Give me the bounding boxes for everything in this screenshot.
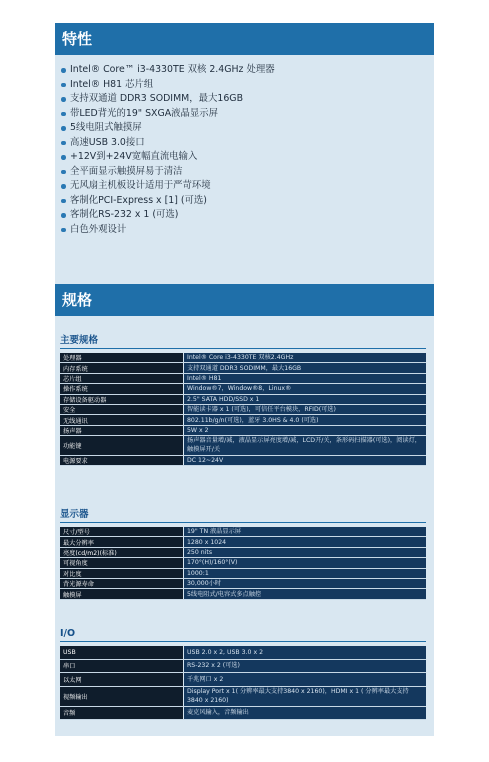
feature-item xyxy=(60,179,430,194)
bullet-icon xyxy=(61,184,66,189)
feature-item xyxy=(60,208,430,223)
spec-label: 无线通讯 xyxy=(60,415,183,424)
feature-text: 客制化RS-232 x 1 (可选) xyxy=(70,209,179,220)
spec-label: 尺寸/型号 xyxy=(60,527,183,536)
spec-label: 操作系统 xyxy=(60,384,183,393)
spec-row xyxy=(60,687,426,707)
spec-table xyxy=(60,646,426,720)
spec-value: 1000:1 xyxy=(184,569,426,578)
spec-value: 支持双通道 DDR3 SODIMM，最大16GB xyxy=(184,363,426,372)
spec-table xyxy=(60,353,426,466)
bullet-icon xyxy=(61,155,66,160)
spec-row xyxy=(60,660,426,674)
spec-value: 5线电阻式/电容式多点触控 xyxy=(184,589,426,598)
feature-item xyxy=(60,121,430,136)
bullet-icon xyxy=(61,97,66,102)
spec-value: 千兆网口 x 2 xyxy=(184,673,426,686)
spec-value: 5W x 2 xyxy=(184,426,426,435)
spec-row xyxy=(60,415,426,425)
feature-text: 白色外观设计 xyxy=(70,223,127,235)
spec-row xyxy=(60,707,426,721)
bullet-icon xyxy=(61,213,66,218)
bullet-icon xyxy=(61,68,66,73)
spec-value: Window®7，Window®8，Linux® xyxy=(184,384,426,393)
spec-value: 250 nits xyxy=(184,548,426,557)
spec-row xyxy=(60,537,426,547)
feature-item xyxy=(60,78,430,93)
bullet-icon xyxy=(61,126,66,131)
feature-item xyxy=(60,150,430,165)
spec-value: 170°(H)/160°(V) xyxy=(184,558,426,567)
spec-label: 对比度 xyxy=(60,569,183,578)
spec-row xyxy=(60,456,426,466)
spec-row xyxy=(60,426,426,436)
spec-label: 以太网 xyxy=(60,673,183,686)
spec-label: 安全 xyxy=(60,405,183,414)
spec-label: 可视角度 xyxy=(60,558,183,567)
spec-label: 扬声器 xyxy=(60,426,183,435)
bullet-icon xyxy=(61,141,66,146)
spec-row xyxy=(60,436,426,456)
spec-value: USB 2.0 x 2, USB 3.0 x 2 xyxy=(184,646,426,659)
spec-row xyxy=(60,673,426,687)
feature-item xyxy=(60,223,430,238)
feature-item xyxy=(60,136,430,151)
spec-label: 处理器 xyxy=(60,353,183,362)
spec-label: 存储设备驱动器 xyxy=(60,395,183,404)
spec-value: DC 12~24V xyxy=(184,456,426,465)
spec-value: Intel® H81 xyxy=(184,374,426,383)
spec-label: 电源要求 xyxy=(60,456,183,465)
feature-text: 全平面显示触摸屏易于清洁 xyxy=(70,165,183,177)
feature-item xyxy=(60,63,430,78)
spec-row xyxy=(60,569,426,579)
spec-value: Display Port x 1( 分辨率最大支持3840 x 2160)，HDMI x 1 ( 分辨率最大支持 3840 x 2160) xyxy=(184,687,426,706)
feature-item xyxy=(60,165,430,180)
feature-text: Intel® H81 芯片组 xyxy=(70,78,154,90)
spec-label: 内存系统 xyxy=(60,363,183,372)
spec-row xyxy=(60,558,426,568)
spec-group-title: I/O xyxy=(60,628,426,642)
features-list xyxy=(60,63,430,237)
spec-row xyxy=(60,548,426,558)
feature-text: 高速USB 3.0接口 xyxy=(70,136,145,148)
spec-label: 串口 xyxy=(60,660,183,673)
feature-item xyxy=(60,92,430,107)
bullet-icon xyxy=(61,112,66,117)
feature-text: 无风扇主机板设计适用于严苛环境 xyxy=(70,180,211,191)
spec-row xyxy=(60,353,426,363)
spec-row xyxy=(60,363,426,373)
spec-row xyxy=(60,589,426,599)
feature-text: +12V到+24V宽幅直流电输入 xyxy=(70,151,198,162)
spec-label: 最大分辨率 xyxy=(60,537,183,546)
spec-label: 背光源寿命 xyxy=(60,579,183,588)
feature-item xyxy=(60,107,430,122)
spec-group-title: 主要规格 xyxy=(60,335,426,349)
spec-label: 触摸屏 xyxy=(60,589,183,598)
specs-header: 规格 xyxy=(55,284,434,316)
spec-row xyxy=(60,527,426,537)
spec-group-title: 显示器 xyxy=(60,509,426,523)
spec-value: 麦克风输入，音频输出 xyxy=(184,707,426,720)
bullet-icon xyxy=(61,83,66,88)
spec-value: RS-232 x 2 (可选) xyxy=(184,660,426,673)
feature-text: 支持双通道 DDR3 SODIMM，最大16GB xyxy=(70,93,243,104)
feature-text: Intel® Core™ i3-4330TE 双核 2.4GHz 处理器 xyxy=(70,64,275,75)
feature-text: 带LED背光的19" SXGA液晶显示屏 xyxy=(70,107,219,119)
feature-item xyxy=(60,194,430,209)
spec-label: 视频输出 xyxy=(60,687,183,706)
spec-row xyxy=(60,374,426,384)
spec-row xyxy=(60,646,426,660)
spec-row xyxy=(60,384,426,394)
spec-value: 智能读卡器 x 1 (可选)，可信任平台模块，RFID(可选) xyxy=(184,405,426,414)
features-header: 特性 xyxy=(55,23,434,55)
bullet-icon xyxy=(61,199,66,204)
spec-row xyxy=(60,405,426,415)
feature-text: 5线电阻式触摸屏 xyxy=(70,122,142,133)
spec-label: 功能键 xyxy=(60,436,183,455)
spec-table xyxy=(60,527,426,600)
spec-value: Intel® Core i3-4330TE 双核2.4GHz xyxy=(184,353,426,362)
spec-value: 2.5" SATA HDD/SSD x 1 xyxy=(184,395,426,404)
spec-row xyxy=(60,395,426,405)
spec-label: 亮度(cd/m2)(标准) xyxy=(60,548,183,557)
spec-value: 30,000小时 xyxy=(184,579,426,588)
spec-row xyxy=(60,579,426,589)
spec-label: 芯片组 xyxy=(60,374,183,383)
spec-value: 扬声器音量增/减，液晶显示屏亮度增/减，LCD开/关，条形码扫描器(可选)，阅读灯，触摸屏开/关 xyxy=(184,436,426,455)
feature-text: 客制化PCI-Express x [1] (可选) xyxy=(70,194,207,206)
spec-label: 音频 xyxy=(60,707,183,720)
bullet-icon xyxy=(61,228,66,233)
spec-value: 1280 x 1024 xyxy=(184,537,426,546)
spec-value: 19" TN 液晶显示屏 xyxy=(184,527,426,536)
spec-value: 802.11b/g/n(可选)，蓝牙 3.0HS & 4.0 (可选) xyxy=(184,415,426,424)
spec-label: USB xyxy=(60,646,183,659)
bullet-icon xyxy=(61,170,66,175)
